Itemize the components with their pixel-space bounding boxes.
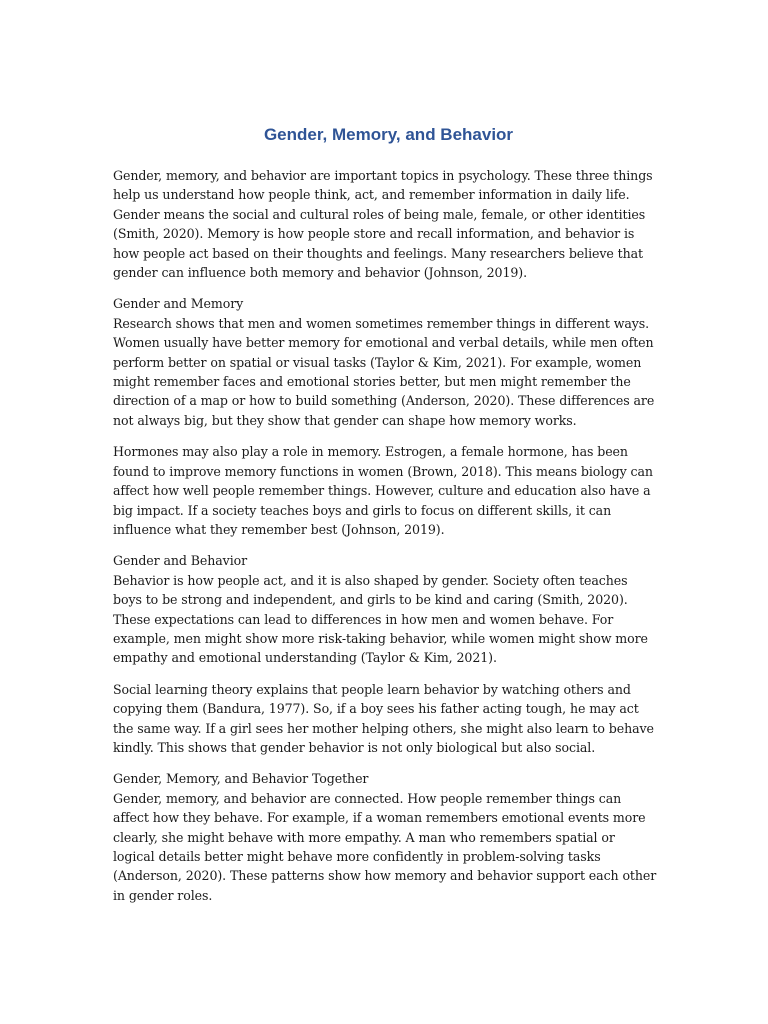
section-paragraph: Gender, memory, and behavior are connected. How people remember things can affect how they behave. For example, if a woman remembers emotional events more clearly, she might behave with more empathy. A man who remembers spatial or logical details better might behave more confidently in problem-solving tasks (Anderson, 2020). These patterns show how memory and behavior support each other in gender roles.	[113, 790, 657, 903]
section-gender-behavior	[113, 551, 658, 667]
section-paragraph: Hormones may also play a role in memory. Estrogen, a female hormone, has been found to improve memory functions in women (Brown, 2018). This means biology can affect how well people remember things. However, culture and education also have a big impact. If a society teaches boys and girls to focus on different skills, it can influence what they remember best (Johnson, 2019).	[113, 444, 653, 537]
section-paragraph-block	[113, 442, 658, 539]
section-heading: Gender and Memory	[113, 296, 244, 312]
section-paragraph: Behavior is how people act, and it is also shaped by gender. Society often teaches boys to be strong and independent, and girls to be kind and caring (Smith, 2020). These expectations can lead to differences in how men and women behave. For example, men might show more risk-taking behavior, while women might show more empathy and emotional understanding (Taylor & Kim, 2021).	[113, 572, 648, 666]
section-heading: Gender, Memory, and Behavior Together	[113, 771, 369, 787]
document-page	[113, 124, 658, 917]
intro-paragraph: Gender, memory, and behavior are important topics in psychology. These three things help us understand how people think, act, and remember information in daily life. Gender means the social and cultural roles of being male, female, or other identities (Smith, 2020). Memory is how people store and recall information, and behavior is how people act based on their thoughts and feelings. Many researchers believe that gender can influence both memory and behavior (Johnson, 2019).	[113, 168, 653, 281]
section-paragraph: Social learning theory explains that people learn behavior by watching others and copying them (Bandura, 1977). So, if a boy sees his father acting tough, he may act the same way. If a girl sees her mother helping others, she might also learn to behave kindly. This shows that gender behavior is not only biological but also social.	[113, 681, 654, 755]
section-paragraph: Research shows that men and women sometimes remember things in different ways. Women usually have better memory for emotional and verbal details, while men often perform better on spatial or visual tasks (Taylor & Kim, 2021). For example, women might remember faces and emotional stories better, but men might remember the direction of a map or how to build something (Anderson, 2020). These differences are not always big, but they show that gender can shape how memory works.	[113, 315, 655, 428]
section-paragraph-block	[113, 680, 658, 758]
section-gender-memory	[113, 294, 658, 430]
document-title: Gender, Memory, and Behavior	[263, 125, 514, 144]
section-heading: Gender and Behavior	[113, 553, 248, 569]
section-together	[113, 769, 658, 905]
